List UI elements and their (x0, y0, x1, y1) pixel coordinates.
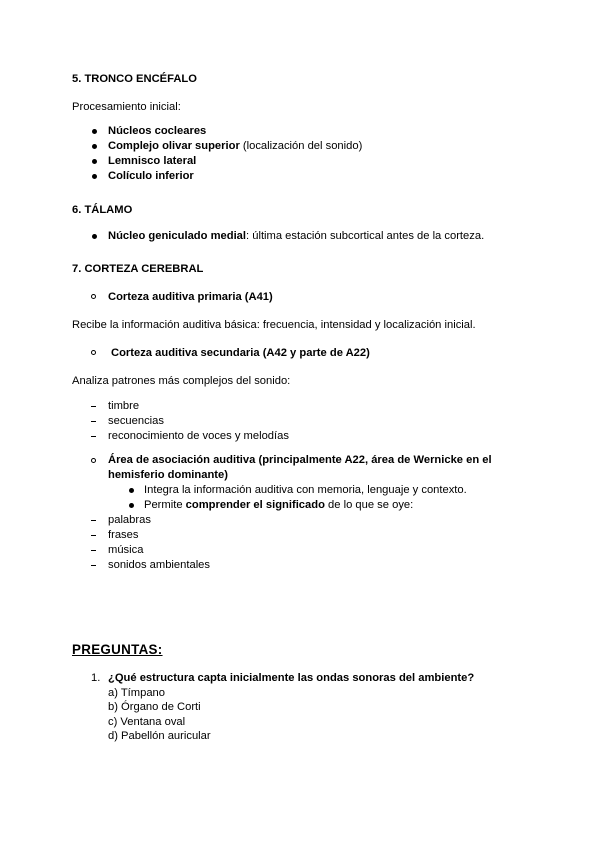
bullet-circle-icon (91, 458, 96, 463)
bullet-dot-icon (92, 159, 97, 164)
bullet-dot-icon (129, 488, 134, 493)
association-sub-item: Integra la información auditiva con memoria, lenguaje y contexto. (144, 484, 467, 496)
bullet-dot-icon (129, 503, 134, 508)
bullet-circle-icon (91, 294, 96, 299)
answer-option: b) Órgano de Corti (108, 701, 201, 713)
bullet-dot-icon (92, 174, 97, 179)
list-item: Colículo inferior (108, 170, 194, 182)
question-number: 1. (91, 672, 101, 684)
list-item: timbre (108, 400, 140, 412)
secondary-cortex-heading: Corteza auditiva secundaria (A42 y parte de A22) (111, 347, 370, 359)
primary-cortex-text: Recibe la información auditiva básica: frecuencia, intensidad y localización inicial. (72, 319, 476, 331)
bullet-dot-icon (92, 129, 97, 134)
dash-icon (91, 565, 96, 566)
list-item: secuencias (108, 415, 164, 427)
section-7-title: 7. CORTEZA CEREBRAL (72, 263, 204, 275)
list-item: reconocimiento de voces y melodías (108, 430, 289, 442)
list-item: palabras (108, 514, 151, 526)
list-item: Núcleos cocleares (108, 125, 207, 137)
list-item: Núcleo geniculado medial: última estación subcortical antes de la corteza. (108, 230, 485, 242)
answer-option: a) Tímpano (108, 687, 166, 699)
list-item: sonidos ambientales (108, 559, 210, 571)
dash-icon (91, 406, 96, 407)
dash-icon (91, 520, 96, 521)
association-heading-line2: hemisferio dominante) (108, 469, 228, 481)
list-item: Lemnisco lateral (108, 155, 197, 167)
association-heading-line1: Área de asociación auditiva (principalmente A22, área de Wernicke en el (108, 454, 492, 466)
questions-heading: PREGUNTAS: (72, 642, 163, 657)
dash-icon (91, 436, 96, 437)
section-6-title: 6. TÁLAMO (72, 204, 133, 216)
bullet-circle-icon (91, 350, 96, 355)
secondary-cortex-text: Analiza patrones más complejos del sonido: (72, 375, 291, 387)
section-5-intro: Procesamiento inicial: (72, 101, 181, 113)
list-item: música (108, 544, 144, 556)
question-text: ¿Qué estructura capta inicialmente las ondas sonoras del ambiente? (108, 672, 475, 684)
list-item: frases (108, 529, 139, 541)
bullet-dot-icon (92, 234, 97, 239)
association-sub-item: Permite comprender el significado de lo que se oye: (144, 499, 414, 511)
dash-icon (91, 535, 96, 536)
section-5-title: 5. TRONCO ENCÉFALO (72, 73, 197, 85)
primary-cortex-heading: Corteza auditiva primaria (A41) (108, 291, 273, 303)
dash-icon (91, 421, 96, 422)
answer-option: d) Pabellón auricular (108, 730, 211, 742)
list-item: Complejo olivar superior (localización del sonido) (108, 140, 363, 152)
bullet-dot-icon (92, 144, 97, 149)
dash-icon (91, 550, 96, 551)
answer-option: c) Ventana oval (108, 716, 186, 728)
